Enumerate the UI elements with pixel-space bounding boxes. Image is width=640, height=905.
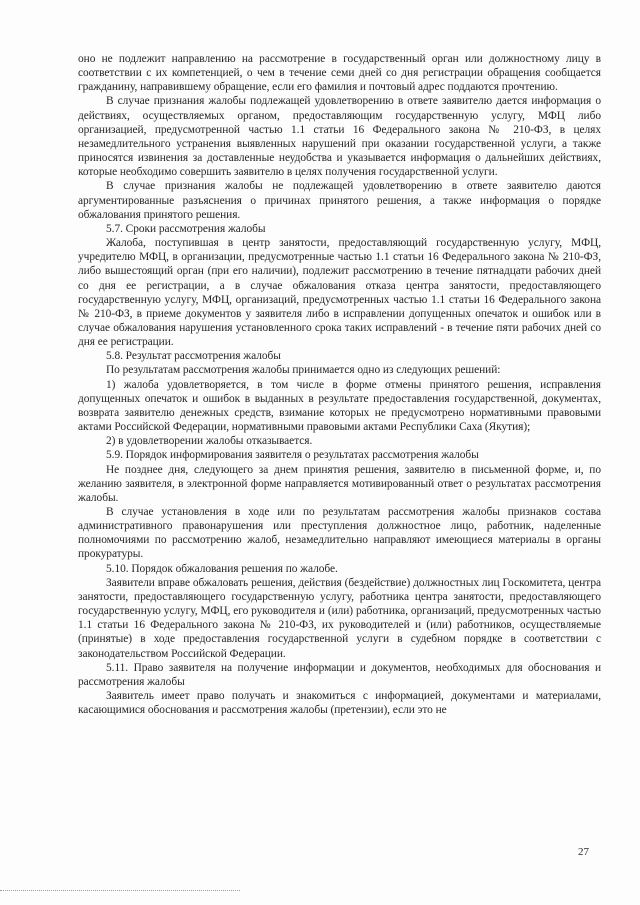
section-heading-5-11: 5.11. Право заявителя на получение информации и документов, необходимых для обоснования и рассмотрения жалобы — [78, 661, 601, 688]
footer-divider — [0, 890, 240, 891]
list-item-2: 2) в удовлетворении жалобы отказывается. — [106, 435, 313, 448]
section-heading-5-7: 5.7. Сроки рассмотрения жалобы — [106, 222, 266, 235]
paragraph-violations: В случае установления в ходе или по результатам рассмотрения жалобы признаков состава административного правонарушения или преступления должностное лицо, работник, наделенные полномочиями по рассмотрению жалоб, незамедлительно направляют имеющиеся материалы в органы прокуратуры. — [78, 506, 601, 561]
paragraph-notification: Не позднее дня, следующего за днем принятия решения, заявителю в письменной форме, и, по желанию заявителя, в электронной форме направляется мотивированный ответ о результатах рассмотрения жалобы. — [78, 463, 601, 504]
document-body — [78, 52, 601, 717]
section-heading-5-9: 5.9. Порядок информирования заявителя о результатах рассмотрения жалобы — [106, 449, 479, 462]
section-heading-5-10: 5.10. Порядок обжалования решения по жалобе. — [106, 562, 338, 575]
paragraph-continuation: оно не подлежит направлению на рассмотрение в государственный орган или должностному лицу в соответствии с их компетенцией, о чем в течение семи дней со дня регистрации обращения сообщается гражданину, направившему обращение, если его фамилия и почтовый адрес поддаются прочтению. — [78, 53, 601, 94]
page-number: 27 — [578, 846, 589, 858]
paragraph-decisions-intro: По результатам рассмотрения жалобы принимается одно из следующих решений: — [106, 364, 501, 377]
paragraph-review-terms: Жалоба, поступившая в центр занятости, предоставляющий государственную услугу, МФЦ, учредителю МФЦ, в организации, предусмотренные частью 1.1 статьи 16 Федерального закона № 210-ФЗ, либо вышестоящий орган (при его наличии), подлежит рассмотрению в течение пятнадцати рабочих дней со дня ее регистрации, а в случае обжалования отказа центра занятости, предоставляющего государственную услугу, МФЦ, организаций, предусмотренных частью 1.1 статьи 16 Федерального закона № 210-ФЗ, в приеме документов у заявителя либо в исправлении допущенных опечаток и ошибок или в случае обжалования нарушения установленного срока таких исправлений - в течение пяти рабочих дней со дня ее регистрации. — [78, 237, 601, 349]
section-heading-5-8: 5.8. Результат рассмотрения жалобы — [106, 350, 281, 363]
list-item-1: 1) жалоба удовлетворяется, в том числе в форме отмены принятого решения, исправления допущенных опечаток и ошибок в выданных в результате предоставления государственной, документах, возврата заявителю денежных средств, взимание которых не предусмотрено нормативными правовыми актами Российской Федерации, нормативными правовыми актами Республики Саха (Якутия); — [78, 378, 601, 434]
paragraph-right-to-info: Заявитель имеет право получать и знакомиться с информацией, документами и материалами, касающимися обоснования и рассмотрения жалобы (претензии), если это не — [78, 690, 601, 717]
paragraph-complaint-rejected: В случае признания жалобы не подлежащей удовлетворению в ответе заявителю даются аргументированные разъяснения о причинах принятого решения, а также информация о порядке обжалования принятого решения. — [78, 180, 601, 221]
paragraph-complaint-satisfied: В случае признания жалобы подлежащей удовлетворению в ответе заявителю дается информация о действиях, осуществляемых органом, предоставляющим государственную услугу, МФЦ либо организацией, предусмотренной частью 1.1 статьи 16 Федерального закона № 210-ФЗ, в целях незамедлительного устранения выявленных нарушений при оказании государственной услуги, а также приносятся извинения за доставленные неудобства и указывается информация о дальнейших действиях, которые необходимо совершить заявителю в целях получения государственной услуги. — [78, 95, 601, 179]
paragraph-appeal: Заявители вправе обжаловать решения, действия (бездействие) должностных лиц Госкомитета, центра занятости, предоставляющего государственную услугу, работника центра занятости, предоставляющего государственную услугу, МФЦ, его руководителя и (или) работника, организаций, предусмотренных частью 1.1 статьи 16 Федерального закона № 210-ФЗ, их руководителей и (или) работников, осуществляемые (принятые) в ходе предоставления государственной услуги в судебном порядке в соответствии с законодательством Российской Федерации. — [78, 576, 601, 660]
